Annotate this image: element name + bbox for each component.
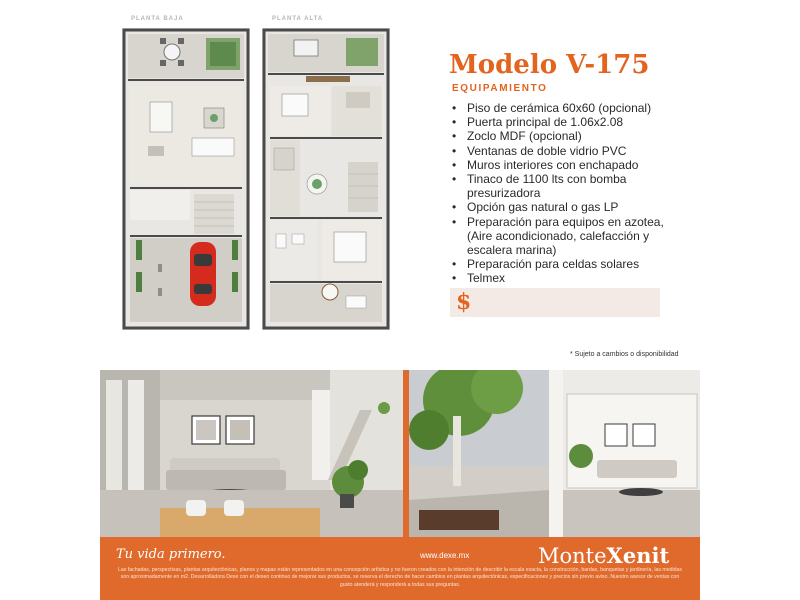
features-list — [452, 101, 667, 286]
patio-photo — [409, 370, 700, 537]
upper-floor-label: PLANTA ALTA — [272, 16, 324, 22]
upper-floor-plan — [262, 28, 390, 330]
brand-name-part2: Xenit — [606, 543, 670, 568]
ground-floor-label: PLANTA BAJA — [131, 16, 184, 22]
price-box — [450, 288, 660, 317]
feature-item: • Preparación para equipos en azotea, (Aire acondicionado, calefacción y escalera marina) — [452, 215, 667, 258]
price-symbol: $ — [456, 289, 472, 315]
feature-item: • Tinaco de 1100 lts con bomba presurizadora — [452, 172, 667, 200]
feature-item: • Ventanas de doble vidrio PVC — [452, 144, 667, 158]
feature-item: • Puerta principal de 1.06x2.08 — [452, 115, 667, 129]
ground-floor-plan — [122, 28, 250, 330]
brochure-page — [100, 0, 700, 600]
legal-disclaimer: Las fachadas, perspectivas, plantas arquitectónicas, planos y mapas están representados en una concepción artística y no fueron creados con la intención de describir la escala exacta, la construcción, bardas, banquetas y jardinería, las medidas son aproximadamente en m2. Desarrolladora Dexe con el deseo continuo de mejorar sus productos, se reserva el derecho de hacer cambios en plantas arquitectónicas, especificaciones y precios sin previo aviso. Nuestro asesor de ventas con gusto atenderá y responderá a todas sus preguntas. — [117, 567, 683, 588]
footer-band — [100, 537, 700, 600]
website-link[interactable]: www.dexe.mx — [420, 551, 470, 560]
living-room-photo — [100, 370, 403, 537]
feature-item: • Opción gas natural o gas LP — [452, 200, 667, 214]
feature-item: • Telmex — [452, 271, 667, 285]
equipment-heading: EQUIPAMIENTO — [452, 83, 548, 94]
model-title: Modelo V-175 — [449, 50, 650, 80]
availability-note: * Sujeto a cambios o disponibilidad — [570, 351, 679, 358]
feature-item: • Preparación para celdas solares — [452, 257, 667, 271]
feature-item: • Zoclo MDF (opcional) — [452, 129, 667, 143]
brand-logo — [538, 543, 669, 568]
feature-item: • Piso de cerámica 60x60 (opcional) — [452, 101, 667, 115]
feature-item: • Muros interiores con enchapado — [452, 158, 667, 172]
brand-name-part1: Monte — [538, 544, 607, 568]
slogan: Tu vida primero. — [116, 547, 226, 562]
